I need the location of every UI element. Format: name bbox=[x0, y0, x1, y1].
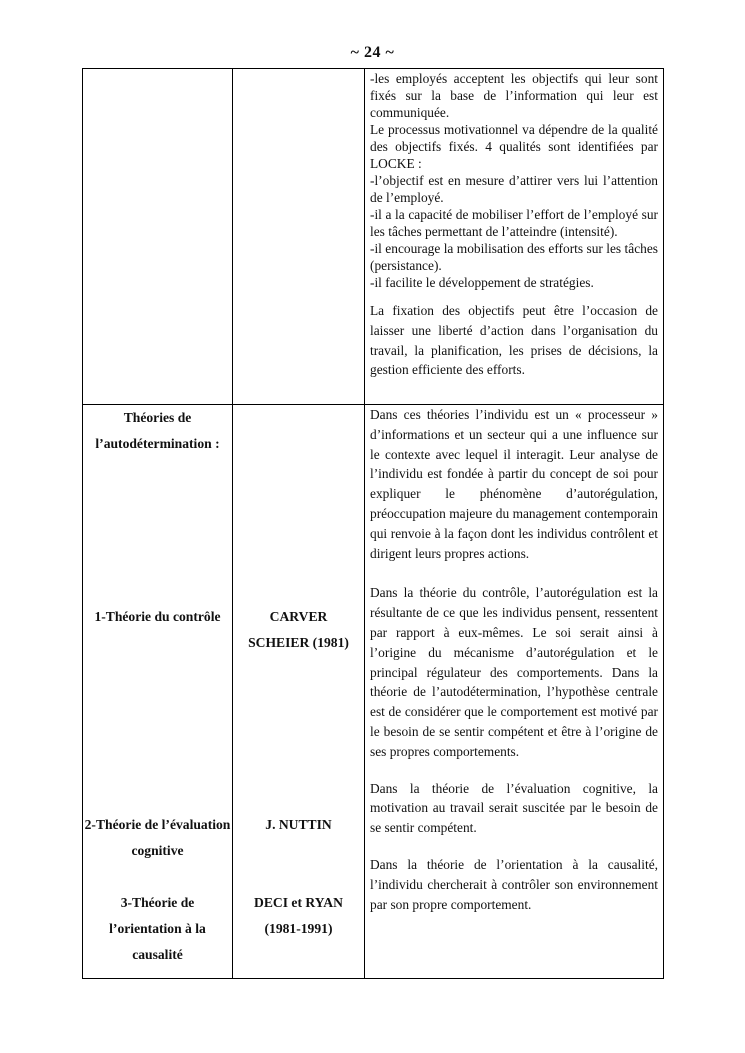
objective-line: -il encourage la mobilisation des efforts sur les tâches (persistance). bbox=[370, 241, 658, 273]
row1-col2 bbox=[233, 69, 365, 405]
theory-description: Dans la théorie de l’orientation à la causalité, l’individu chercherait à contrôler son environnement par son propre comportement. bbox=[370, 856, 658, 912]
objective-line: -il a la capacité de mobiliser l’effort de l’employé sur les tâches permettant de l’atteindre (intensité). bbox=[370, 207, 658, 239]
theory-name: 1-Théorie du contrôle bbox=[94, 609, 221, 624]
objective-line: -il facilite le développement de stratégies. bbox=[370, 275, 594, 290]
theory-name: 2-Théorie de l’évaluation cognitive bbox=[84, 817, 231, 858]
table-row bbox=[83, 69, 664, 405]
row2-col2 bbox=[233, 405, 365, 979]
objective-line: Le processus motivationnel va dépendre de la qualité des objectifs fixés. 4 qualités sont identifiées par LOCKE : bbox=[370, 122, 658, 171]
row1-col1 bbox=[83, 69, 233, 405]
theory-authors: CARVER SCHEIER (1981) bbox=[248, 609, 349, 650]
page-number: ~ 24 ~ bbox=[350, 44, 395, 61]
section-heading: Théories de l’autodétermination : bbox=[95, 410, 220, 451]
row2-col1 bbox=[83, 405, 233, 979]
objective-line: -les employés acceptent les objectifs qui leur sont fixés sur la base de l’information qui leur est communiquée. bbox=[370, 71, 658, 120]
theory-authors: J. NUTTIN bbox=[265, 817, 332, 832]
theory-description: Dans la théorie de l’évaluation cognitive, la motivation au travail serait suscitée par le besoin de se sentir compétent. bbox=[370, 780, 658, 836]
table-row bbox=[83, 405, 664, 979]
theory-intro: Dans ces théories l’individu est un « processeur » d’informations et un secteur qui a une influence sur le contexte avec lequel il interagit. Leur analyse de l’individu est fondée à partir du concept de soi pour expliquer le phénomène d’autorégulation, préoccupation majeure du management contemporain qui renvoie à la façon dont les individus contrôlent et dirigent leurs propres actions. bbox=[370, 407, 658, 561]
theories-table bbox=[82, 68, 664, 979]
theory-authors: DECI et RYAN (1981-1991) bbox=[254, 895, 343, 936]
theory-description: Dans la théorie du contrôle, l’autorégulation est la résultante de ce que les individus pensent, ressentent par rapport à eux-mêmes. Le soi serait ainsi à l’origine du mécanisme d’autorégulation et le principal régulateur des comportements. Dans la théorie de l’autodétermination, l’hypothèse centrale est de considérer que le comportement est motivé par le besoin de se sentir compétent et être à l’origine de ses propres comportements. bbox=[370, 585, 658, 759]
objectives-paragraph: La fixation des objectifs peut être l’occasion de laisser une liberté d’action dans l’organisation du travail, la planification, les prises de décisions, la gestion efficiente des efforts. bbox=[370, 303, 658, 378]
objective-line: -l’objectif est en mesure d’attirer vers lui l’attention de l’employé. bbox=[370, 173, 658, 205]
row1-col3 bbox=[365, 69, 664, 405]
theory-name: 3-Théorie de l’orientation à la causalité bbox=[109, 895, 206, 962]
row2-col3 bbox=[365, 405, 664, 979]
